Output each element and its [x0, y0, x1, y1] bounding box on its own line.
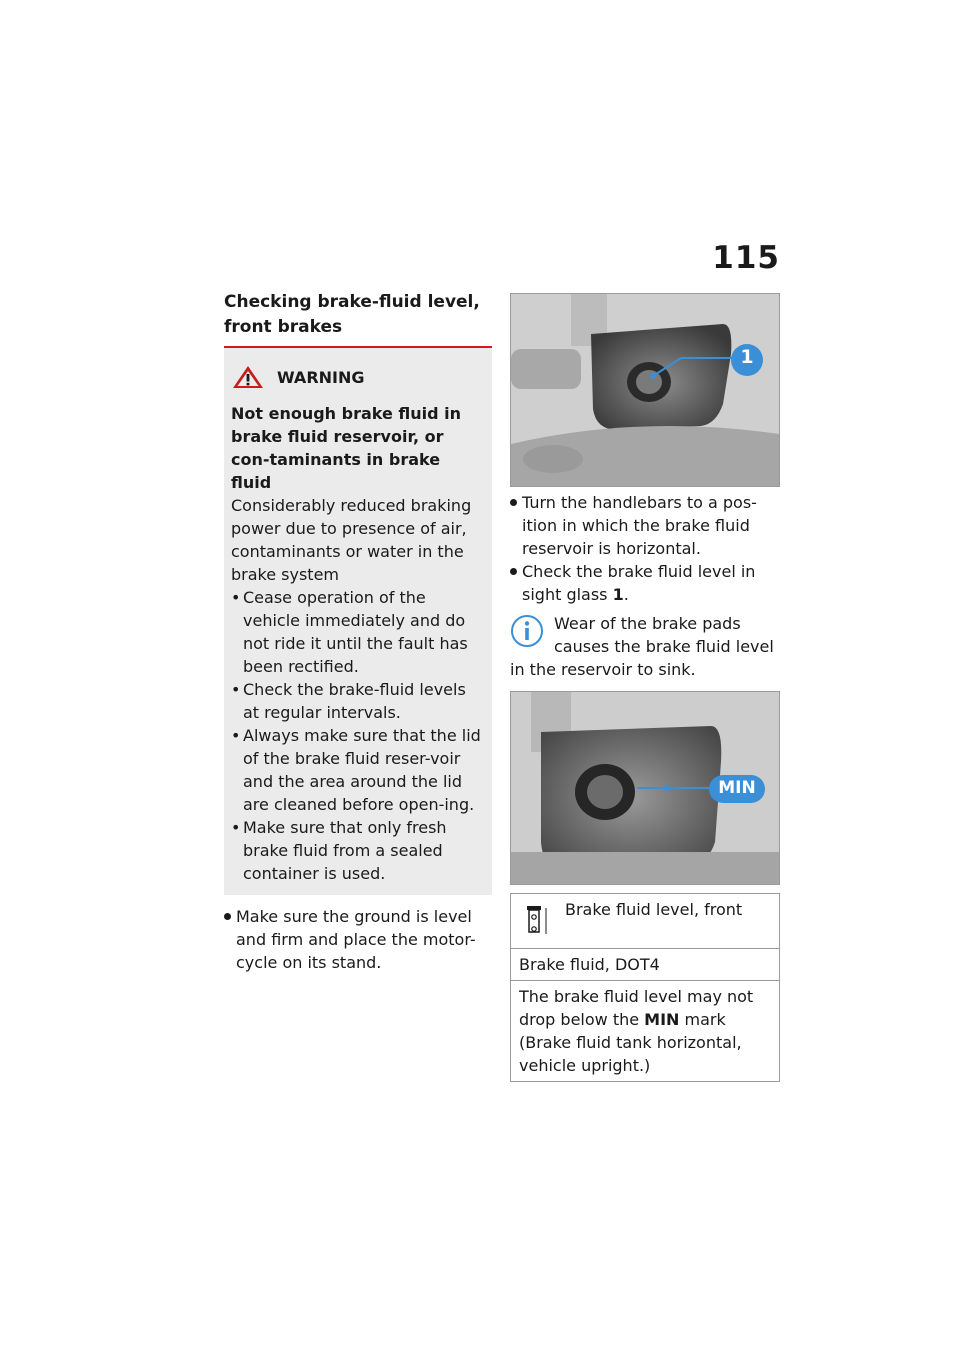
warning-triangle-icon	[231, 364, 265, 390]
info-note-text: Wear of the brake pads causes the brake fluid level in the reservoir to sink.	[510, 614, 774, 679]
info-note	[510, 612, 780, 681]
warning-item: • Make sure that only fresh brake fluid from a sealed container is used.	[231, 816, 484, 885]
left-step-list	[224, 905, 492, 974]
warning-item: • Cease operation of the vehicle immediately and do not ride it until the fault has been rectified.	[231, 586, 484, 678]
spec-fluid-cell: Brake fluid, DOT4	[511, 949, 780, 981]
spec-row	[511, 949, 780, 981]
spec-title: Brake fluid level, front	[565, 900, 743, 919]
warning-headline: Not enough brake fluid in brake fluid reservoir, or con-taminants in brake fluid	[231, 404, 462, 492]
reservoir-photo-sight-glass	[510, 293, 780, 487]
step-text: Check the brake fluid level in sight glass	[522, 562, 756, 604]
spec-row	[511, 981, 780, 1082]
step-item: Turn the handlebars to a pos-ition in which the brake fluid reservoir is horizontal.	[510, 491, 780, 560]
warning-item: • Check the brake-fluid levels at regular intervals.	[231, 678, 484, 724]
warning-label: WARNING	[277, 367, 365, 387]
warning-list	[231, 586, 484, 885]
spec-table	[510, 893, 780, 1082]
spec-rule-bold: MIN	[644, 1010, 680, 1029]
left-column	[224, 290, 492, 974]
warning-box	[224, 348, 492, 895]
callout-1-label: 1	[740, 346, 754, 368]
spec-rule-before: The brake fluid level may not drop below the	[519, 987, 754, 1029]
reservoir-photo-min-mark	[510, 691, 780, 885]
page-number: 115	[712, 240, 780, 276]
info-icon	[510, 614, 544, 648]
callout-min-label: MIN	[718, 778, 756, 798]
warning-item: • Always make sure that the lid of the brake fluid reser-voir and the area around the lid are cleaned before open-ing.	[231, 724, 484, 816]
spec-row	[511, 894, 780, 949]
spec-rule-cell	[511, 981, 780, 1082]
right-step-list	[510, 491, 780, 606]
reservoir-illustration	[511, 294, 779, 486]
spec-rule-after: mark (Brake fluid tank horizontal, vehicle upright.)	[519, 1010, 742, 1075]
right-column	[510, 293, 780, 1082]
step-item: Make sure the ground is level and firm and place the motor-cycle on its stand.	[224, 905, 492, 974]
step-end: .	[623, 585, 629, 604]
spec-title-cell	[511, 894, 780, 949]
reservoir-gauge-icon	[523, 904, 551, 938]
section-heading: Checking brake-fluid level, front brakes	[224, 290, 492, 348]
warning-title	[231, 360, 484, 394]
step-item	[510, 560, 780, 606]
step-reference: 1	[612, 585, 624, 604]
warning-consequence: Considerably reduced braking power due to presence of air, contaminants or water in the brake system	[231, 496, 472, 584]
